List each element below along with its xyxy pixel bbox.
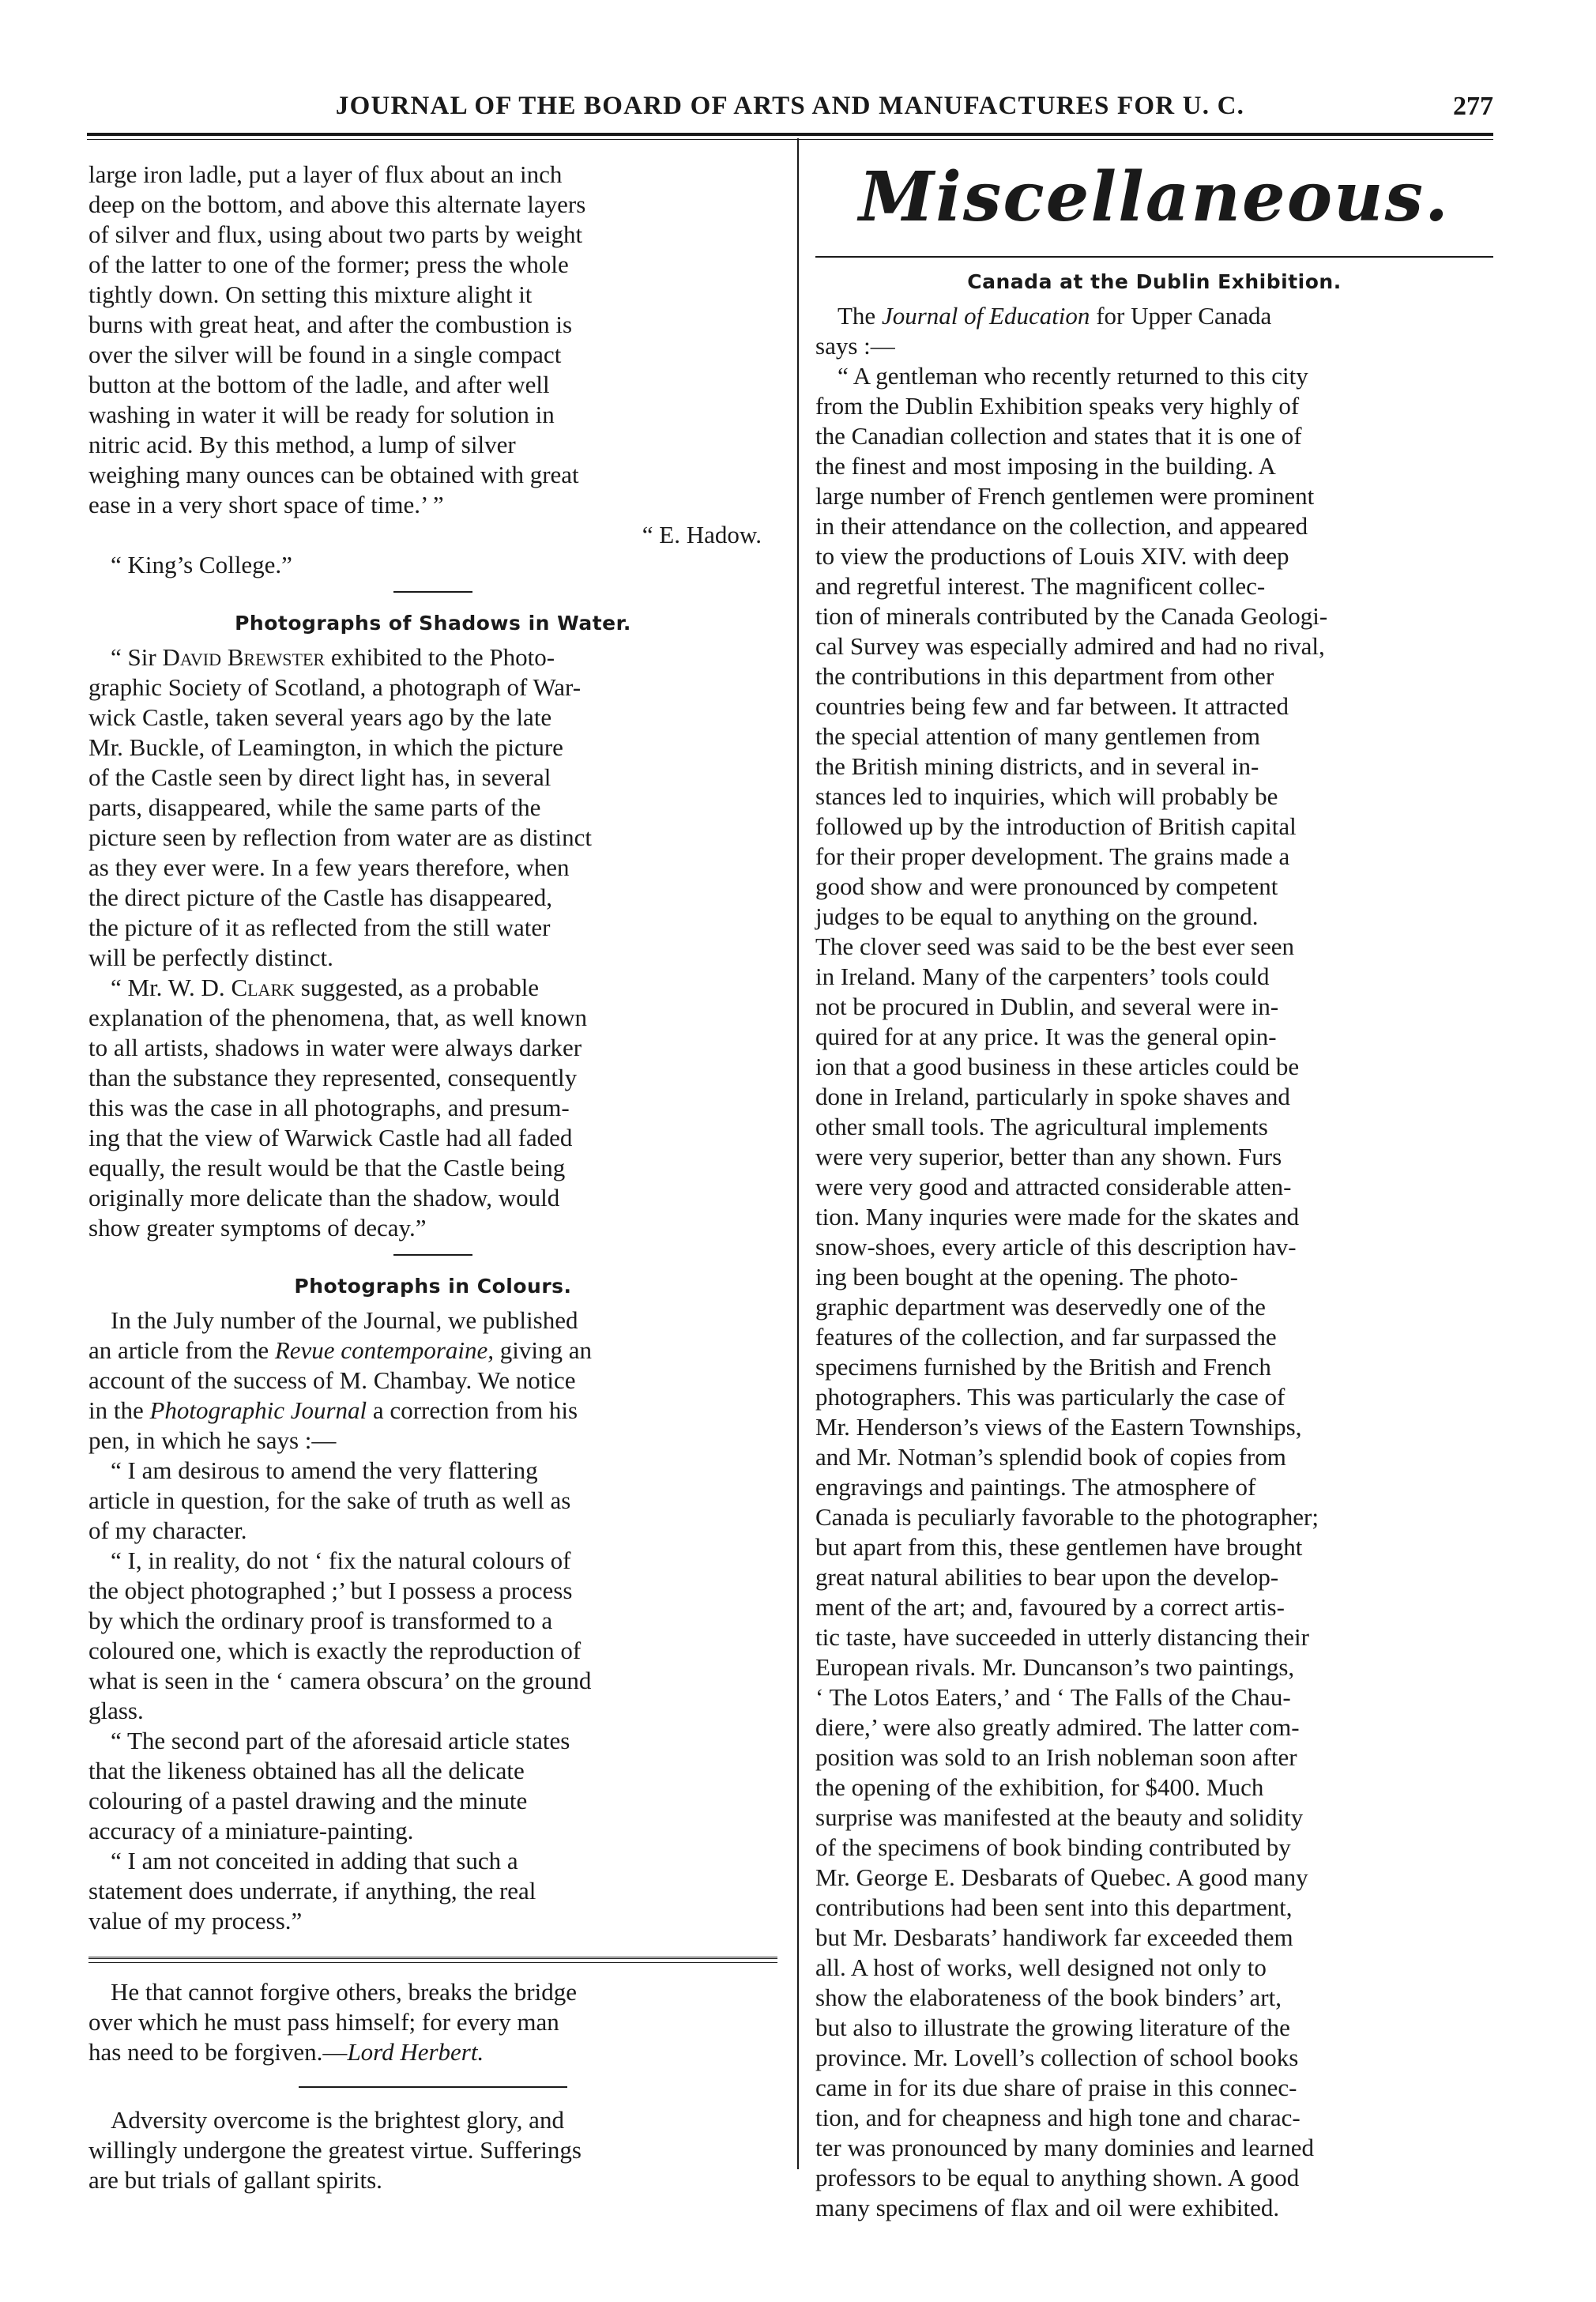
name-clark: Clark xyxy=(231,974,295,1001)
paragraph-clark xyxy=(88,973,777,1243)
title-rule xyxy=(815,256,1493,258)
quote-rule xyxy=(299,2086,567,2088)
title-journal-of-education: Journal of Education xyxy=(881,302,1090,330)
title-photographic-journal: Photographic Journal xyxy=(149,1396,367,1424)
text-run: for Upper Canada says :— xyxy=(815,302,1272,360)
text-run: suggested, as a probable explanation of the phenomena, that, as well known to all artists, shadows in water were always darker than the substance they represented, consequently this was the case in all photographs, and presum- ing that the view of Warwick Castle had all faded equally, the result would be that the Castle being originally more delicate than the shadow, would show greater symptoms of decay.” xyxy=(88,974,588,1241)
column-divider xyxy=(797,138,799,2169)
paragraph-silver-flux: large iron ladle, put a layer of flux about an inch deep on the bottom, and above this alternate layers of silver and flux, using about two parts by weight of the latter to one of the former; press the whole tightly down. On setting this mixture alight it burns with great heat, and after the combustion is over the silver will be found in a single compact button at the bottom of the ladle, and after well washing in water it will be ready for solution in nitric acid. By this method, a lump of silver weighing many ounces can be obtained with great ease in a very short space of time.’ ” xyxy=(88,160,586,518)
signature-hadow xyxy=(88,520,762,550)
paragraph-in-reality: “ I, in reality, do not ‘ fix the natural colours of the object photographed ;’ but I possess a process by which the ordinary proof is transformed to a coloured one, which is exactly the reproduction of what is seen in the ‘ camera obscura’ on the ground glass. xyxy=(88,1547,592,1724)
text-run: He that cannot forgive others, breaks the bridge over which he must pass himself; for every man has need to be forgiven.— xyxy=(88,1978,577,2066)
quote-adversity: Adversity overcome is the brightest glory, and willingly undergone the greatest virtue. Sufferings are but trials of gallant spirits. xyxy=(88,2106,582,2194)
quotes-separator xyxy=(88,1957,777,1963)
page-header xyxy=(87,89,1493,136)
miscellaneous-title: Miscellaneous. xyxy=(859,157,1450,237)
text-run: a correction from his pen, in which he says :— xyxy=(88,1396,578,1454)
quote-forgive xyxy=(88,1977,777,2067)
paragraph-brewster xyxy=(88,642,777,973)
text-run: The xyxy=(838,302,882,330)
page-number: 277 xyxy=(1453,92,1493,121)
paragraph-dublin-report: “ A gentleman who recently returned to this city from the Dublin Exhibition speaks very highly of the Canadian collection and states that it is one of the finest and most imposing in the building. A large number of French gentlemen were prominent in their attendance on the collection, and appeared to view the productions of Louis XIV. with deep and regretful interest. The magnificent collec- tion of minerals contributed by the Canada Geologi- cal Survey was especially admired and had no rival, the contributions in this department from other countries being few and far between. It attracted the special attention of many gentlemen from the British mining districts, and in several in- stances led to inquiries, which will probably be followed up by the introduction of British capital for their proper development. The grains made a good show and were pronounced by competent judges to be equal to anything on the ground. The clover seed was said to be the best ever seen in Ireland. Many of the carpenters’ tools could not be procured in Dublin, and several were in- quired for at any price. It was the general opin- ion that a good business in these articles could be done in Ireland, particularly in spoke shaves and other small tools. The agricultural implements were very superior, better than any shown. Furs were very good and attracted considerable atten- tion. Many inquries were made for the skates and snow-shoes, every article of this description hav- ing been bought at the opening. The photo- graphic department was deservedly one of the features of the collection, and far surpassed the specimens furnished by the British and French photographers. This was particularly the case of Mr. Henderson’s views of the Eastern Townships, and Mr. Notman’s splendid book of copies from engravings and paintings. The atmosphere of Canada is peculiarly favorable to the photographer; but apart from this, these gentlemen have brought great natural abilities to bear upon the develop- ment of the art; and, favoured by a correct artis- tic taste, have succeeded in utterly distancing their European rivals. Mr. Duncanson’s two paintings, ‘ The Lotos Eaters,’ and ‘ The Falls of the Chau- diere,’ were also greatly admired. The latter com- position was sold to an Irish nobleman soon after the opening of the exhibition, for $400. Much surprise was manifested at the beauty and solidity of the specimens of book binding contributed by Mr. George E. Desbarats of Quebec. A good many contributions had been sent into this department, but Mr. Desbarats’ handiwork far exceeded them all. A host of works, well designed not only to show the elaborateness of the book binders’ art, but also to illustrate the growing literature of the province. Mr. Lovell’s collection of school books came in for its due share of praise in this connec- tion, and for cheapness and high tone and charac- ter was pronounced by many dominies and learned professors to be equal to anything shown. A good many specimens of flax and oil were exhibited. xyxy=(815,362,1328,2221)
paragraph-desirous: “ I am desirous to amend the very flattering article in question, for the sake of truth as well as of my character. xyxy=(88,1456,571,1544)
paragraph-journal-education xyxy=(815,301,1493,361)
paragraph-second-part: “ The second part of the aforesaid article states that the likeness obtained has all the delicate colouring of a pastel drawing and the minute accuracy of a miniature-painting. xyxy=(88,1727,570,1844)
right-column xyxy=(815,157,1493,2223)
text-run: “ Sir xyxy=(111,643,163,671)
running-head: JOURNAL OF THE BOARD OF ARTS AND MANUFACTURES FOR U. C. xyxy=(335,92,1245,120)
left-column xyxy=(88,160,777,2195)
name-brewster: David Brewster xyxy=(162,643,326,671)
header-rule xyxy=(87,133,1493,136)
title-revue: Revue contemporaine, xyxy=(274,1336,495,1364)
section-rule xyxy=(393,1254,472,1256)
text-run: giving an account of the success of M. Chambay. We notice in the xyxy=(88,1336,593,1424)
text-run: “ Mr. W. D. xyxy=(111,974,231,1001)
header-rule-thin xyxy=(87,139,1493,140)
text-run: exhibited to the Photo- graphic Society of Scotland, a photograph of War- wick Castle, taken several years ago by the late Mr. Buckle, of Leamington, in which the picture of the Castle seen by direct light has, in several parts, disappeared, while the same parts of the picture seen by reflection from water are as distinct as they ever were. In a few years therefore, when the direct picture of the Castle has disappeared, the picture of it as reflected from the still water will be perfectly distinct. xyxy=(88,643,592,971)
heading-shadows-in-water: Photographs of Shadows in Water. xyxy=(235,612,631,635)
paragraph-not-conceited: “ I am not conceited in adding that such a statement does underrate, if anything, the real value of my process.” xyxy=(88,1847,536,1935)
paragraph-july-number xyxy=(88,1305,777,1456)
heading-dublin-exhibition: Canada at the Dublin Exhibition. xyxy=(967,270,1342,293)
paragraph-kings-college: “ King’s College.” xyxy=(111,551,292,578)
heading-photographs-in-colours: Photographs in Colours. xyxy=(294,1275,572,1298)
signature-text: “ E. Hadow. xyxy=(642,521,762,548)
section-rule xyxy=(393,591,472,593)
text-run: In the July number of the Journal, we published an article from the xyxy=(88,1306,578,1364)
quote-author: Lord Herbert. xyxy=(347,2038,484,2066)
